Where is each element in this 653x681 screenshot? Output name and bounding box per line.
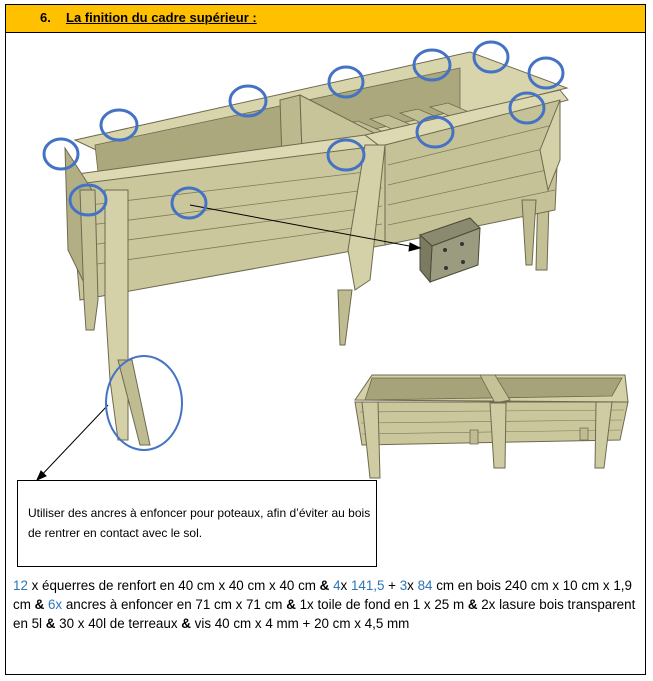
tip-callout [17, 480, 377, 567]
brackets-text: x équerres de renfort en 40 cm x 40 cm x 40 cm [27, 578, 320, 593]
anchors-text: ancres à enfoncer en 71 cm x 71 cm [62, 597, 287, 612]
materials-list [13, 576, 641, 633]
separator: & [181, 616, 191, 631]
board-length-a: 141,5 [350, 578, 385, 593]
fabric-text: 1x toile de fond en 1 x 25 m [295, 597, 468, 612]
qty-brackets: 12 [13, 578, 28, 593]
screws-text: vis 40 cm x 4 mm + 20 cm x 4,5 mm [190, 616, 410, 631]
section-title: La finition du cadre supérieur : [66, 10, 257, 25]
section-number: 6. [40, 10, 51, 25]
separator: & [319, 578, 330, 593]
separator: & [286, 597, 296, 612]
qty-boards-a: 4 [333, 578, 341, 593]
boards-plus: + [384, 578, 400, 593]
soil-text: 30 x 40l de terreaux [55, 616, 182, 631]
planter-thumbnail [355, 375, 628, 478]
stain-text: 2x lasure bois transparent en 5l [13, 597, 636, 631]
boards-x2: x [407, 578, 418, 593]
boards-x1: x [340, 578, 351, 593]
board-length-b: 84 [417, 578, 433, 593]
tip-text: Utiliser des ancres à enfoncer pour poteaux, afin d’éviter au bois de rentrer en contact avec le sol. [28, 506, 371, 540]
qty-boards-b: 3 [399, 578, 408, 593]
boards-text: cm en bois 240 cm x 10 cm x 1,9 cm [13, 578, 632, 612]
separator: & [467, 597, 478, 612]
separator: & [45, 616, 56, 631]
separator: & [34, 597, 45, 612]
qty-anchors: 6x [47, 597, 63, 612]
